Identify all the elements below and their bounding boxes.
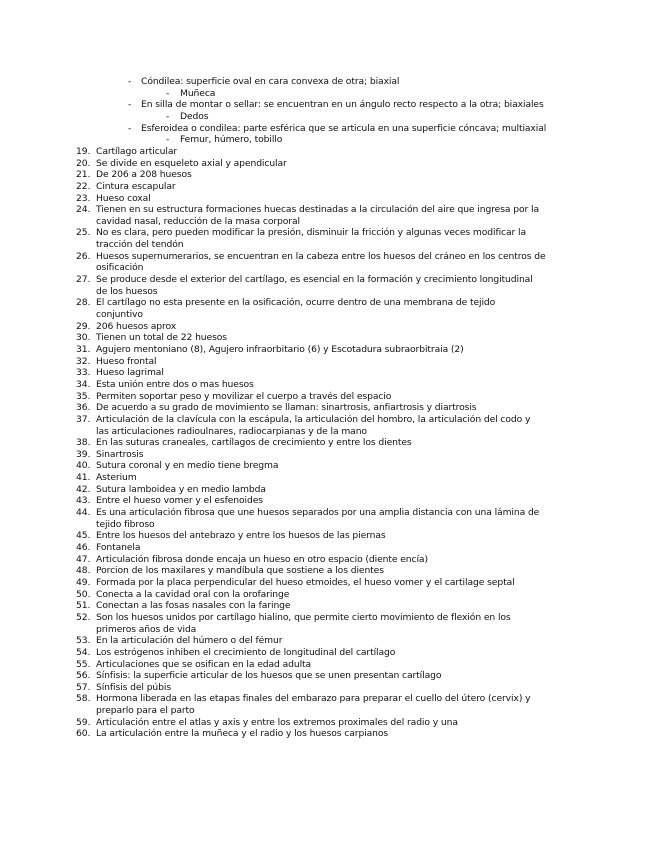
list-item-number: 24. — [76, 204, 91, 216]
bullet-text: En silla de montar o sellar: se encuentran en un ángulo recto respecto a la otra; biaxiales — [141, 99, 544, 111]
list-item-number: 23. — [76, 192, 91, 204]
bullet-dash: - — [166, 87, 170, 99]
list-item-text: Articulaciones que se osifican en la edad adulta — [96, 658, 312, 670]
list-item-text: tracción del tendón — [96, 239, 184, 251]
list-item-text: Cintura escapular — [96, 180, 176, 192]
list-item-text: Hueso lagrimal — [96, 367, 164, 379]
bullet-dash: - — [128, 76, 132, 87]
list-item-number: 35. — [76, 390, 91, 402]
list-item-number: 34. — [76, 378, 91, 390]
list-item-text: Esta unión entre dos o mas huesos — [96, 378, 254, 390]
list-item-number: 60. — [76, 728, 91, 740]
list-item-text: Agujero mentoniano (8), Agujero infraorbitario (6) y Escotadura subraorbitraia (2) — [96, 343, 464, 355]
list-item-text: Asterium — [96, 472, 137, 484]
list-item-number: 45. — [76, 530, 91, 542]
list-item-number: 31. — [76, 343, 91, 355]
bullet-dash: - — [166, 134, 170, 146]
list-item-number: 41. — [76, 472, 91, 484]
list-item-number: 46. — [76, 542, 91, 553]
list-item-text: Se divide en esqueleto axial y apendicular — [96, 157, 287, 169]
bullet-dash: - — [128, 122, 132, 134]
list-item-text: Articulación entre el atlas y axis y entre los extremos proximales del radio y una — [96, 716, 458, 728]
list-item-number: 26. — [76, 250, 91, 262]
list-item-text: En la articulación del húmero o del fémur — [96, 635, 283, 647]
list-item-number: 33. — [76, 367, 91, 379]
list-item-number: 40. — [76, 460, 91, 472]
list-item-number: 54. — [76, 646, 91, 658]
bullet-dash: - — [166, 110, 170, 122]
list-item-text: las articulaciones radioulnares, radiocarpianas y de la mano — [96, 425, 367, 437]
list-item-text: Son los huesos unidos por cartílago hialino, que permite cierto movimiento de flexión en los — [96, 611, 511, 623]
list-item-text: osificación — [96, 262, 144, 274]
list-item-text: conjuntivo — [96, 309, 143, 320]
list-item-text: 206 huesos aprox — [96, 320, 177, 332]
bullet-text: Cóndilea: superficie oval en cara convexa de otra; biaxial — [141, 76, 400, 87]
list-item-number: 56. — [76, 670, 91, 682]
list-item-text: Hueso coxal — [96, 192, 151, 204]
list-item-text: preparlo para el parto — [96, 705, 195, 717]
list-item-text: Sutura lamboidea y en medio lambda — [96, 483, 266, 495]
list-item-text: El cartílago no esta presente en la osificación, ocurre dentro de una membrana de tejido — [96, 297, 496, 309]
list-item-text: Tienen un total de 22 huesos — [96, 332, 227, 344]
list-item-text: Cartílago articular — [96, 145, 178, 157]
list-item-text: Se produce desde el exterior del cartílago, es esencial en la formación y crecimiento longitudinal — [96, 274, 533, 286]
bullet-text: Femur, húmero, tobillo — [180, 134, 283, 146]
list-item-text: Sínfisis del púbis — [96, 681, 172, 693]
list-item-text: Tienen en su estructura formaciones huecas destinadas a la circulación del aire que ingresa por la — [96, 204, 539, 216]
list-item-text: Los estrógenos inhiben el crecimiento de longitudinal del cartílago — [96, 646, 396, 658]
list-item-text: Permiten soportar peso y movilizar el cuerpo a través del espacio — [96, 390, 392, 402]
list-item-number: 29. — [76, 320, 91, 332]
list-item-number: 36. — [76, 402, 91, 414]
list-item-text: Fontanela — [96, 542, 141, 553]
list-item-text: Hueso frontal — [96, 355, 157, 367]
list-item-number: 50. — [76, 588, 91, 600]
bullet-dash: - — [128, 99, 132, 111]
list-item-number: 38. — [76, 437, 91, 449]
list-item-text: Conectan a las fosas nasales con la faringe — [96, 600, 291, 612]
list-item-number: 43. — [76, 495, 91, 507]
list-item-number: 37. — [76, 413, 91, 425]
list-item-text: Es una articulación fibrosa que une huesos separados por una amplia distancia con una lámina de — [96, 507, 540, 519]
list-item-text: Entre los huesos del antebrazo y entre los huesos de las piernas — [96, 530, 386, 542]
list-item-text: tejido fibroso — [96, 518, 155, 530]
list-item-text: de los huesos — [96, 285, 158, 297]
list-item-number: 39. — [76, 448, 91, 460]
list-item-text: La articulación entre la muñeca y el radio y los huesos carpianos — [96, 728, 389, 740]
bullet-text: Muñeca — [180, 87, 216, 99]
list-item-number: 30. — [76, 332, 91, 344]
list-item-text: Formada por la placa perpendicular del hueso etmoides, el hueso vomer y el cartilage septal — [96, 576, 515, 588]
list-item-number: 19. — [76, 145, 91, 157]
list-item-text: No es clara, pero pueden modificar la presión, disminuir la fricción y algunas veces modificar la — [96, 227, 527, 239]
list-item-number: 32. — [76, 355, 91, 367]
list-item-number: 47. — [76, 553, 91, 565]
list-item-number: 57. — [76, 681, 91, 693]
list-item-text: Porcion de los maxilares y mandíbula que sostiene a los dientes — [96, 565, 384, 577]
list-item-number: 25. — [76, 227, 91, 239]
list-item-text: Conecta a la cavidad oral con la orofaringe — [96, 588, 290, 600]
list-item-number: 42. — [76, 483, 91, 495]
list-item-number: 27. — [76, 274, 91, 286]
list-item-text: En las suturas craneales, cartílagos de crecimiento y entre los dientes — [96, 437, 412, 449]
list-item-text: De 206 a 208 huesos — [96, 169, 192, 181]
list-item-text: primeros años de vida — [96, 623, 197, 635]
list-item-number: 22. — [76, 180, 91, 192]
list-item-number: 58. — [76, 693, 91, 705]
list-item-text: Articulación de la clavícula con la escápula, la articulación del hombro, la articulación del codo y — [96, 413, 531, 425]
list-item-text: Entre el hueso vomer y el esfenoides — [96, 495, 263, 507]
bullet-text: Dedos — [180, 110, 209, 122]
list-item-text: Sinartrosis — [96, 448, 144, 460]
list-item-text: Hormona liberada en las etapas finales del embarazo para preparar el cuello del útero (cervix) y — [96, 693, 531, 705]
list-item-text: Articulación fibrosa donde encaja un hueso en otro espacio (diente encía) — [96, 553, 428, 565]
list-item-number: 51. — [76, 600, 91, 612]
list-item-number: 44. — [76, 507, 91, 519]
list-item-text: De acuerdo a su grado de movimiento se llaman: sinartrosis, anfiartrosis y diartrosis — [96, 402, 477, 414]
list-item-text: cavidad nasal, reducción de la masa corporal — [96, 215, 300, 227]
list-item-number: 48. — [76, 565, 91, 577]
bullet-text: Esferoidea o condilea: parte esférica que se articula en una superficie cóncava; multiaxial — [141, 122, 547, 134]
list-item-number: 28. — [76, 297, 91, 309]
list-item-number: 55. — [76, 658, 91, 670]
list-item-number: 49. — [76, 576, 91, 588]
list-item-number: 59. — [76, 716, 91, 728]
list-item-number: 53. — [76, 635, 91, 647]
list-item-number: 52. — [76, 611, 91, 623]
list-item-text: Huesos supernumerarios, se encuentran en la cabeza entre los huesos del cráneo en los centros de — [96, 250, 546, 262]
list-item-text: Sutura coronal y en medio tiene bregma — [96, 460, 279, 472]
list-item-text: Sínfisis: la superficie articular de los huesos que se unen presentan cartílago — [96, 670, 442, 682]
list-item-number: 20. — [76, 157, 91, 169]
list-item-number: 21. — [76, 169, 91, 181]
